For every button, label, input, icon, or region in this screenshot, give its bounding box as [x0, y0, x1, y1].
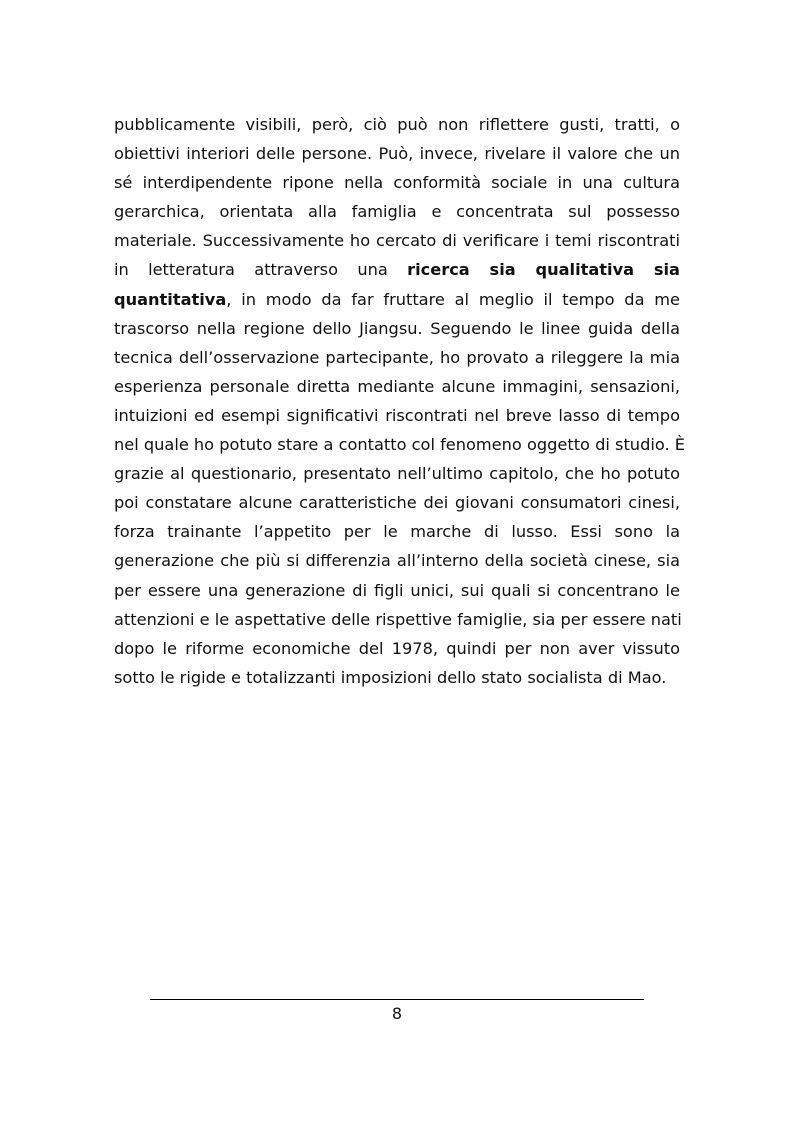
text-segment: in letteratura attraverso una	[114, 260, 408, 280]
text-line: attenzioni e le aspettative delle rispettive famiglie, sia per essere nati	[114, 609, 682, 629]
text-line: nel quale ho potuto stare a contatto col fenomeno oggetto di studio. È	[114, 435, 685, 455]
text-line: gerarchica, orientata alla famiglia e concentrata sul possesso	[114, 202, 680, 222]
text-line: materiale. Successivamente ho cercato di verificare i temi riscontrati	[114, 231, 680, 251]
text-line: trascorso nella regione dello Jiangsu. Seguendo le linee guida della	[114, 318, 680, 338]
text-line: poi constatare alcune caratteristiche dei giovani consumatori cinesi,	[114, 493, 680, 513]
text-segment: , in modo da far fruttare al meglio il tempo da me	[226, 289, 680, 309]
text-line: pubblicamente visibili, però, ciò può non riflettere gusti, tratti, o	[114, 115, 680, 134]
text-line: dopo le riforme economiche del 1978, quindi per non aver vissuto	[114, 638, 680, 658]
body-paragraph	[114, 110, 685, 692]
text-line: intuizioni ed esempi significativi riscontrati nel breve lasso di tempo	[114, 405, 680, 425]
footer-rule	[150, 999, 644, 1000]
text-line: grazie al questionario, presentato nell’ultimo capitolo, che ho potuto	[114, 464, 680, 484]
text-line	[114, 255, 680, 284]
text-line: sé interdipendente ripone nella conformità sociale in una cultura	[114, 173, 680, 193]
text-line: obiettivi interiori delle persone. Può, invece, rivelare il valore che un	[114, 144, 680, 164]
text-line: per essere una generazione di figli unici, sui quali si concentrano le	[114, 580, 680, 600]
bold-phrase: quantitativa	[114, 289, 227, 309]
text-line: forza trainante l’appetito per le marche di lusso. Essi sono la	[114, 522, 680, 542]
text-line: sotto le rigide e totalizzanti imposizioni dello stato socialista di Mao.	[114, 667, 667, 687]
page-number: 8	[391, 1004, 403, 1023]
text-line	[114, 285, 680, 314]
text-line: esperienza personale diretta mediante alcune immagini, sensazioni,	[114, 376, 680, 396]
text-line: generazione che più si differenzia all’interno della società cinese, sia	[114, 551, 680, 571]
bold-phrase: ricerca sia qualitativa sia	[407, 260, 680, 280]
text-line: tecnica dell’osservazione partecipante, ho provato a rileggere la mia	[114, 347, 680, 367]
